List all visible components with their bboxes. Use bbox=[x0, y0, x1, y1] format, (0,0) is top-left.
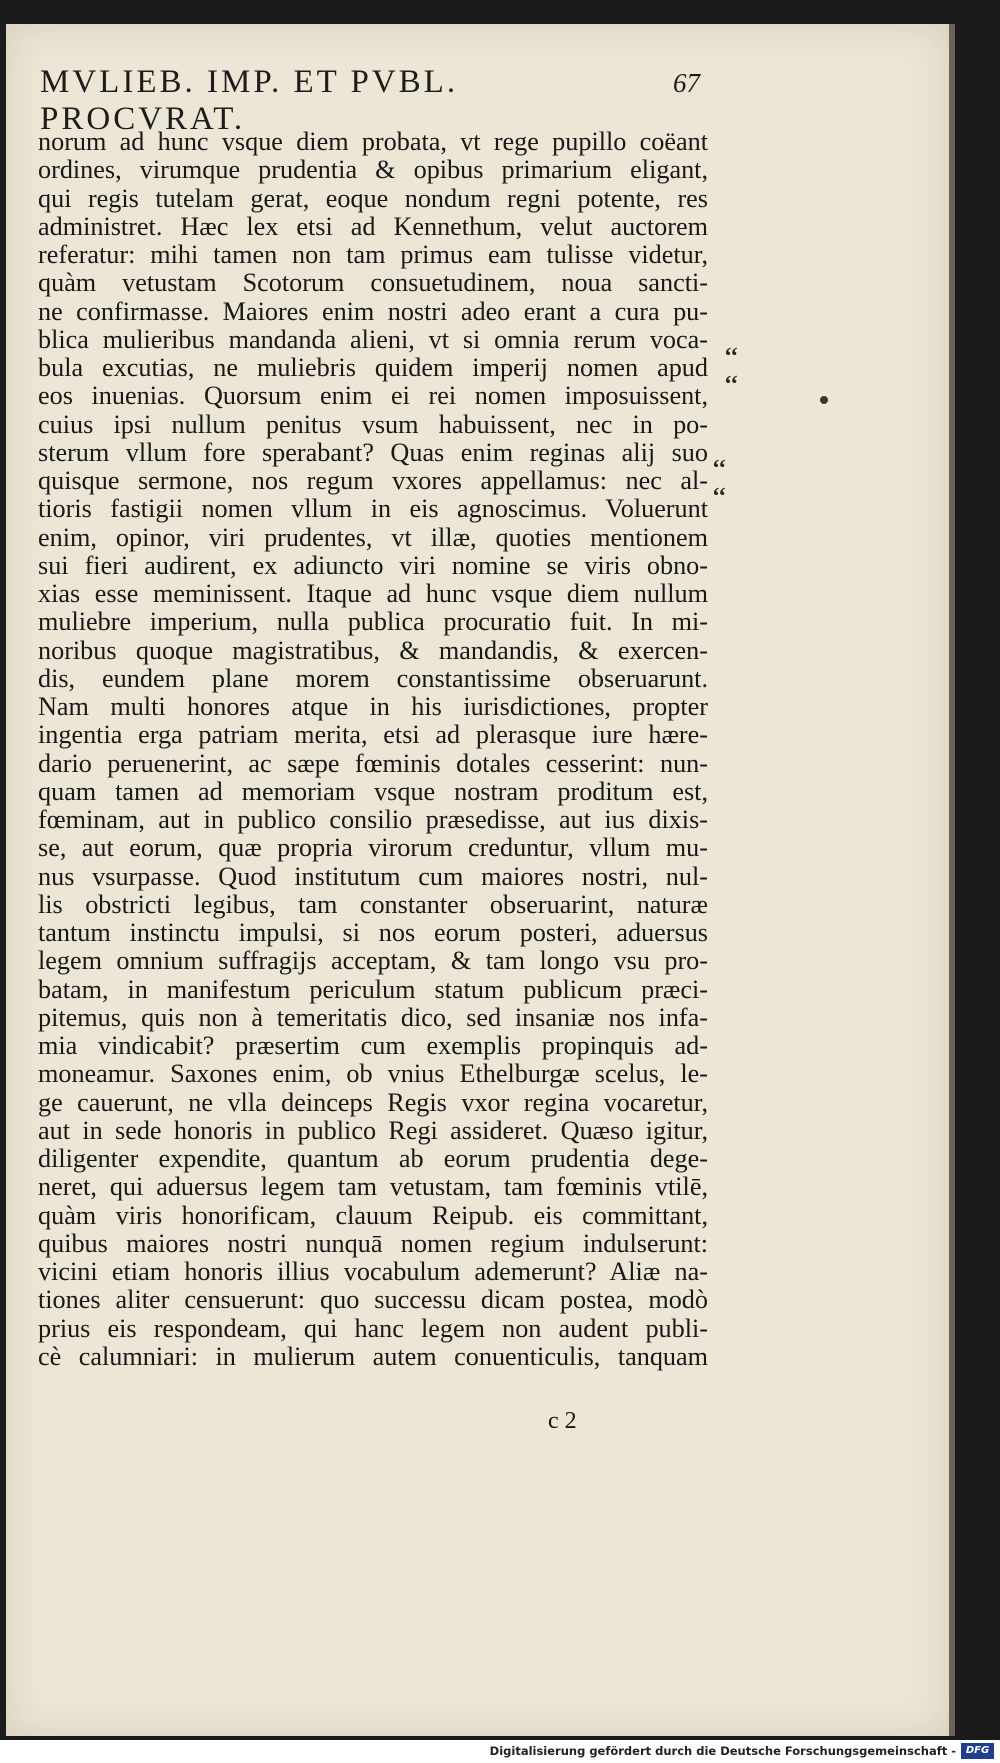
page-number: 67 bbox=[673, 68, 700, 98]
text-line: Nam multi honores atque in his iurisdictiones, propter bbox=[38, 693, 708, 721]
text-line: prius eis respondeam, qui hanc legem non audent publi- bbox=[38, 1314, 708, 1343]
margin-quote-mark: ‘‘ bbox=[724, 344, 739, 370]
ink-spot bbox=[820, 396, 828, 404]
catchword: c 2 bbox=[548, 1408, 577, 1434]
text-line: pitemus, quis non à temeritatis dico, sed insaniæ nos infa- bbox=[38, 1003, 708, 1032]
text-line: quisque sermone, nos regum vxores appellamus: nec al- bbox=[38, 467, 708, 495]
margin-quote-mark: ‘‘ bbox=[712, 484, 727, 510]
body-text bbox=[38, 128, 708, 1371]
text-line: cè calumniari: in mulierum autem conuenticulis, tanquam bbox=[38, 1342, 708, 1371]
text-line: noribus quoque magistratibus, & mandandis, & exercen- bbox=[38, 636, 708, 665]
text-line: muliebre imperium, nulla publica procuratio fuit. In mi- bbox=[38, 608, 708, 637]
text-line: enim, opinor, viri prudentes, vt illæ, quoties mentionem bbox=[38, 523, 708, 552]
text-line: qui regis tutelam gerat, eoque nondum regni potente, res bbox=[38, 184, 708, 213]
running-head bbox=[40, 64, 700, 137]
text-line: neret, qui aduersus legem tam vetustam, tam fœminis vtilē, bbox=[38, 1173, 708, 1202]
text-line: quàm vetustam Scotorum consuetudinem, noua sancti- bbox=[38, 269, 708, 298]
text-line: administret. Hæc lex etsi ad Kennethum, velut auctorem bbox=[38, 212, 708, 241]
text-line: sterum vllum fore sperabant? Quas enim reginas alij suo bbox=[38, 438, 708, 467]
text-line: bula excutias, ne muliebris quidem imperij nomen apud bbox=[38, 354, 708, 382]
dfg-logo: DFG bbox=[961, 1743, 994, 1759]
text-line: aut in sede honoris in publico Regi assideret. Quæso igitur, bbox=[38, 1116, 708, 1145]
text-line: tantum instinctu impulsi, si nos eorum posteri, aduersus bbox=[38, 919, 708, 947]
text-line: dis, eundem plane morem constantissime obseruarunt. bbox=[38, 664, 708, 693]
text-line: fœminam, aut in publico consilio præsedisse, aut ius dixis- bbox=[38, 806, 708, 834]
text-line: ingentia erga patriam merita, etsi ad plerasque iure hære- bbox=[38, 721, 708, 750]
text-line: vicini etiam honoris illius vocabulum ademerunt? Aliæ na- bbox=[38, 1258, 708, 1286]
text-line: se, aut eorum, quæ propria virorum creduntur, vllum mu- bbox=[38, 834, 708, 863]
text-line: blica mulieribus mandanda alieni, vt si omnia rerum voca- bbox=[38, 325, 708, 354]
text-line: norum ad hunc vsque diem probata, vt rege pupillo coëant bbox=[38, 128, 708, 156]
text-line: ge cauerunt, ne vlla deinceps Regis vxor regina vocaretur, bbox=[38, 1088, 708, 1117]
text-line: ordines, virumque prudentia & opibus primarium eligant, bbox=[38, 156, 708, 185]
text-line: quibus maiores nostri nunquā nomen regium indulserunt: bbox=[38, 1229, 708, 1258]
text-line: referatur: mihi tamen non tam primus eam tulisse videtur, bbox=[38, 241, 708, 269]
text-line: eos inuenias. Quorsum enim ei rei nomen imposuissent, bbox=[38, 382, 708, 411]
text-line: dario peruenerint, ac sæpe fœminis dotales cesserint: nun- bbox=[38, 749, 708, 778]
footer-credit-bar bbox=[0, 1740, 1000, 1763]
text-line: legem omnium suffragijs acceptam, & tam longo vsu pro- bbox=[38, 947, 708, 976]
text-line: quàm viris honorificam, clauum Reipub. eis committant, bbox=[38, 1201, 708, 1230]
text-line: cuius ipsi nullum penitus vsum habuissent, nec in po- bbox=[38, 410, 708, 439]
text-line: ne confirmasse. Maiores enim nostri adeo erant a cura pu- bbox=[38, 297, 708, 326]
text-line: nus vsurpasse. Quod institutum cum maiores nostri, nul- bbox=[38, 862, 708, 891]
margin-quote-mark: ‘‘ bbox=[724, 372, 739, 398]
text-line: lis obstricti legibus, tam constanter obseruarint, naturæ bbox=[38, 890, 708, 919]
text-line: moneamur. Saxones enim, ob vnius Ethelburgæ scelus, le- bbox=[38, 1060, 708, 1089]
text-line: xias esse meminissent. Itaque ad hunc vsque diem nullum bbox=[38, 580, 708, 608]
text-line: batam, in manifestum periculum statum publicum præci- bbox=[38, 975, 708, 1004]
text-line: diligenter expendite, quantum ab eorum prudentia dege- bbox=[38, 1145, 708, 1173]
footer-credit-text: Digitalisierung gefördert durch die Deutsche Forschungsgemeinschaft - bbox=[489, 1744, 956, 1758]
text-line: quam tamen ad memoriam vsque nostram proditum est, bbox=[38, 777, 708, 806]
text-line: tiones aliter censuerunt: quo successu dicam postea, modò bbox=[38, 1286, 708, 1315]
margin-quote-mark: ‘‘ bbox=[712, 456, 727, 482]
text-line: sui fieri audirent, ex adiuncto viri nomine se viris obno- bbox=[38, 551, 708, 580]
text-line: mia vindicabit? præsertim cum exemplis propinquis ad- bbox=[38, 1032, 708, 1060]
page-edge bbox=[949, 24, 955, 1736]
text-line: tioris fastigii nomen vllum in eis agnoscimus. Voluerunt bbox=[38, 495, 708, 524]
running-head-title: MVLIEB. IMP. ET PVBL. PROCVRAT. bbox=[40, 64, 459, 137]
